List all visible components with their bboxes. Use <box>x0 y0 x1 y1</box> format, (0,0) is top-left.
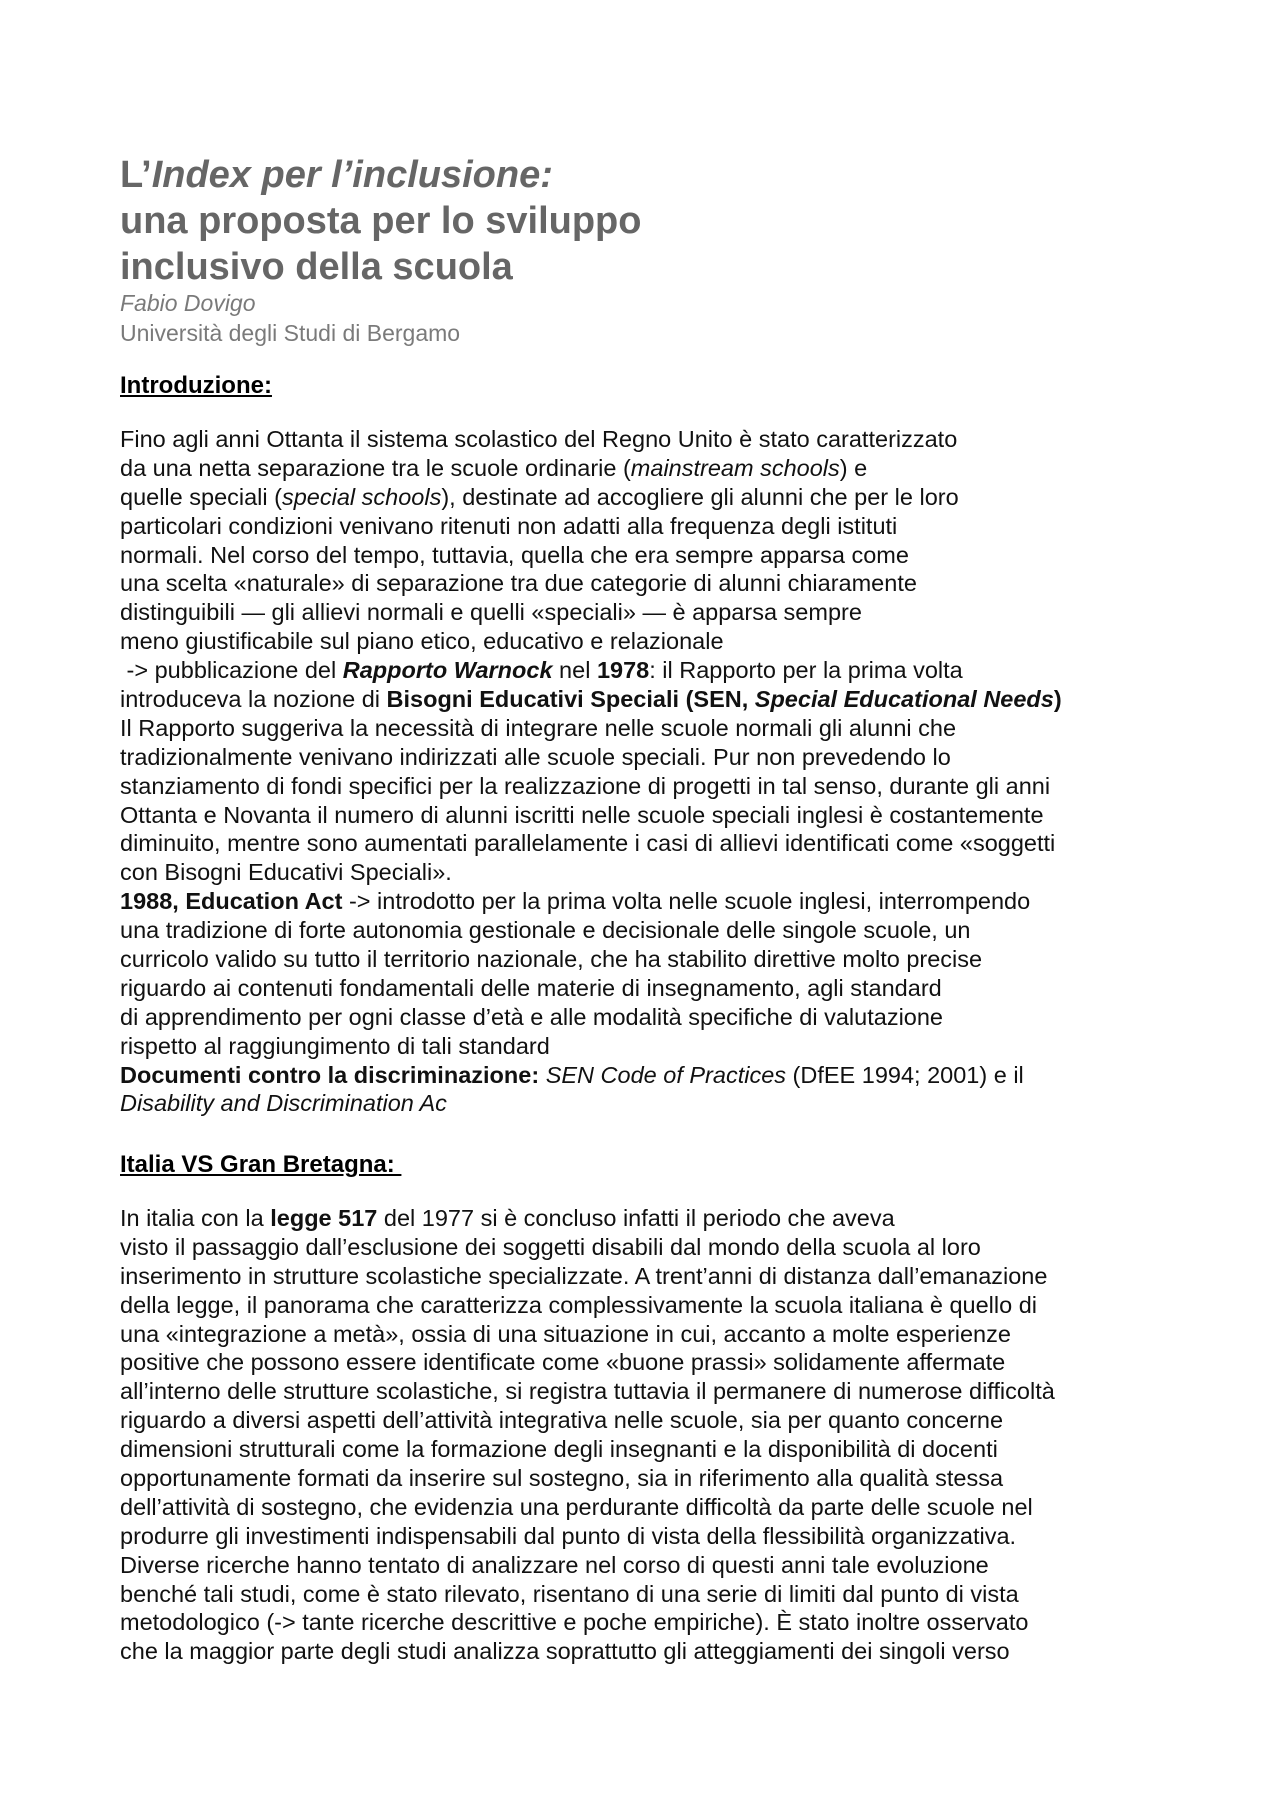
text-line <box>120 743 1180 772</box>
text-line <box>120 974 1180 1003</box>
text-run: del 1977 si è concluso infatti il periodo che aveva <box>377 1205 895 1231</box>
text-line <box>120 1233 1180 1262</box>
title-line-3: inclusivo della scuola <box>120 246 513 288</box>
text-run: dell’attività di sostegno, che evidenzia una perdurante difficoltà da parte delle scuole nel <box>120 1493 1033 1520</box>
title-italic-part: Index per l’inclusione: <box>151 154 553 196</box>
title-line-2: una proposta per lo sviluppo <box>120 200 642 242</box>
text-run: SEN Code of Practices <box>545 1061 787 1088</box>
text-line <box>120 1406 1180 1435</box>
text-run: rispetto al raggiungimento di tali standard <box>120 1032 550 1059</box>
text-run: -> pubblicazione del <box>120 657 343 684</box>
text-line <box>120 1204 1180 1233</box>
text-line <box>120 685 1180 714</box>
text-line <box>120 1061 1180 1090</box>
text-run: Ottanta e Novanta il numero di alunni iscritti nelle scuole speciali inglesi è costantemente <box>120 801 1044 828</box>
text-run: con Bisogni Educativi Speciali». <box>120 859 452 886</box>
text-line <box>120 1608 1180 1637</box>
text-run: Il Rapporto suggeriva la necessità di integrare nelle scuole normali gli alunni che <box>120 714 957 741</box>
author-name: Fabio Dovigo <box>120 290 256 316</box>
text-run: Disability and Discrimination Ac <box>120 1090 447 1117</box>
text-run: una «integrazione a metà», ossia di una situazione in cui, accanto a molte esperienze <box>120 1320 1011 1347</box>
text-line <box>120 887 1180 916</box>
text-line <box>120 598 1180 627</box>
text-line <box>120 1262 1180 1291</box>
text-line <box>120 1435 1180 1464</box>
text-run: legge 517 <box>270 1205 378 1231</box>
text-line <box>120 512 1180 541</box>
text-run: Special Educational Needs <box>754 686 1054 713</box>
text-line <box>120 1348 1180 1377</box>
text-line <box>120 714 1180 743</box>
text-run: metodologico (-> tante ricerche descrittive e poche empiriche). È stato inoltre osservato <box>120 1609 1029 1636</box>
text-run: curricolo valido su tutto il territorio nazionale, che ha stabilito direttive molto precise <box>120 946 983 973</box>
text-run: introduceva la nozione di <box>120 686 387 713</box>
text-line <box>120 483 1180 512</box>
text-run: mainstream schools <box>630 454 840 481</box>
text-run: all’interno delle strutture scolastiche, si registra tuttavia il permanere di numerose difficoltà <box>120 1378 1055 1405</box>
text-line <box>120 656 1180 685</box>
document-title <box>120 152 641 290</box>
text-line <box>120 945 1180 974</box>
text-line <box>120 1320 1180 1349</box>
text-run: -> introdotto per la prima volta nelle scuole inglesi, interrompendo <box>342 888 1031 915</box>
text-line <box>120 1637 1180 1666</box>
text-run: 1978 <box>596 657 650 684</box>
text-run: riguardo ai contenuti fondamentali delle materie di insegnamento, agli standard <box>120 974 942 1001</box>
text-run: : il Rapporto per la prima volta <box>649 657 963 684</box>
text-run: produrre gli investimenti indispensabili dal punto di vista della flessibilità organizzativa. <box>120 1522 1017 1549</box>
text-line <box>120 858 1180 887</box>
text-run: Fino agli anni Ottanta il sistema scolastico del Regno Unito è stato caratterizzato <box>120 426 958 452</box>
text-line <box>120 829 1180 858</box>
text-line <box>120 1032 1180 1061</box>
section-heading-italia-vs-gran-bretagna: Italia VS Gran Bretagna: <box>120 1151 402 1178</box>
text-run: da una netta separazione tra le scuole ordinarie ( <box>120 454 631 481</box>
text-line <box>120 1464 1180 1493</box>
text-line <box>120 772 1180 801</box>
text-run: quelle speciali ( <box>120 483 282 510</box>
section-body-italia-vs-gran-bretagna <box>120 1204 1180 1666</box>
text-run: ) <box>1053 686 1062 713</box>
text-run: special schools <box>281 483 442 510</box>
section-heading-introduzione: Introduzione: <box>120 372 272 399</box>
text-run: di apprendimento per ogni classe d’età e alle modalità specifiche di valutazione <box>120 1003 944 1030</box>
text-run: ), destinate ad accogliere gli alunni che per le loro <box>441 483 959 510</box>
text-run: particolari condizioni venivano ritenuti non adatti alla frequenza degli istituti <box>120 512 898 539</box>
text-line <box>120 1551 1180 1580</box>
text-run: Documenti contro la discriminazione: <box>120 1061 540 1088</box>
text-run: opportunamente formati da inserire sul sostegno, sia in riferimento alla qualità stessa <box>120 1465 1004 1492</box>
text-line <box>120 1003 1180 1032</box>
text-line <box>120 1580 1180 1609</box>
text-run: Rapporto Warnock <box>342 657 553 684</box>
text-run: ) e <box>839 454 868 481</box>
text-run: dimensioni strutturali come la formazione degli insegnanti e la disponibilità di docenti <box>120 1436 998 1463</box>
text-run: che la maggior parte degli studi analizza soprattutto gli atteggiamenti dei singoli verso <box>120 1638 1010 1665</box>
text-run: benché tali studi, come è stato rilevato, risentano di una serie di limiti dal punto di vista <box>120 1580 1019 1607</box>
text-run: (DfEE 1994; 2001) e il <box>786 1061 1024 1088</box>
text-line <box>120 627 1180 656</box>
text-line <box>120 425 1180 454</box>
text-run: In italia con la <box>120 1205 271 1231</box>
text-run: della legge, il panorama che caratterizza complessivamente la scuola italiana è quello di <box>120 1291 1038 1318</box>
text-run: nel <box>552 657 597 684</box>
text-run: riguardo a diversi aspetti dell’attività integrativa nelle scuole, sia per quanto concerne <box>120 1407 1004 1434</box>
text-run: tradizionalmente venivano indirizzati alle scuole speciali. Pur non prevedendo lo <box>120 743 951 770</box>
text-run: Bisogni Educativi Speciali (SEN, <box>386 686 755 713</box>
text-run: meno giustificabile sul piano etico, educativo e relazionale <box>120 628 724 655</box>
text-line <box>120 454 1180 483</box>
text-run: una scelta «naturale» di separazione tra due categorie di alunni chiaramente <box>120 570 917 597</box>
text-line <box>120 916 1180 945</box>
text-run: Diverse ricerche hanno tentato di analizzare nel corso di questi anni tale evoluzione <box>120 1551 989 1578</box>
text-run: distinguibili — gli allievi normali e quelli «speciali» — è apparsa sempre <box>120 599 862 626</box>
text-line <box>120 1522 1180 1551</box>
text-run: inserimento in strutture scolastiche specializzate. A trent’anni di distanza dall’emanazione <box>120 1262 1048 1289</box>
text-line <box>120 1377 1180 1406</box>
text-run: 1988, Education Act <box>120 888 343 915</box>
text-run: visto il passaggio dall’esclusione dei soggetti disabili dal mondo della scuola al loro <box>120 1233 981 1260</box>
text-line <box>120 1493 1180 1522</box>
text-run: una tradizione di forte autonomia gestionale e decisionale delle singole scuole, un <box>120 917 971 944</box>
text-run: positive che possono essere identificate come «buone prassi» solidamente affermate <box>120 1349 1006 1376</box>
text-line <box>120 1089 1180 1118</box>
text-line <box>120 801 1180 830</box>
text-run: normali. Nel corso del tempo, tuttavia, quella che era sempre apparsa come <box>120 541 909 568</box>
text-run: diminuito, mentre sono aumentati parallelamente i casi di allievi identificati come «soggetti <box>120 830 1056 857</box>
text-line <box>120 541 1180 570</box>
text-line <box>120 1291 1180 1320</box>
title-line-1 <box>120 152 641 198</box>
title-prefix: L’ <box>120 154 152 196</box>
text-line <box>120 569 1180 598</box>
text-run: stanziamento di fondi specifici per la realizzazione di progetti in tal senso, durante gli anni <box>120 772 1051 799</box>
author-affiliation: Università degli Studi di Bergamo <box>120 320 461 346</box>
section-body-introduzione <box>120 425 1180 1118</box>
